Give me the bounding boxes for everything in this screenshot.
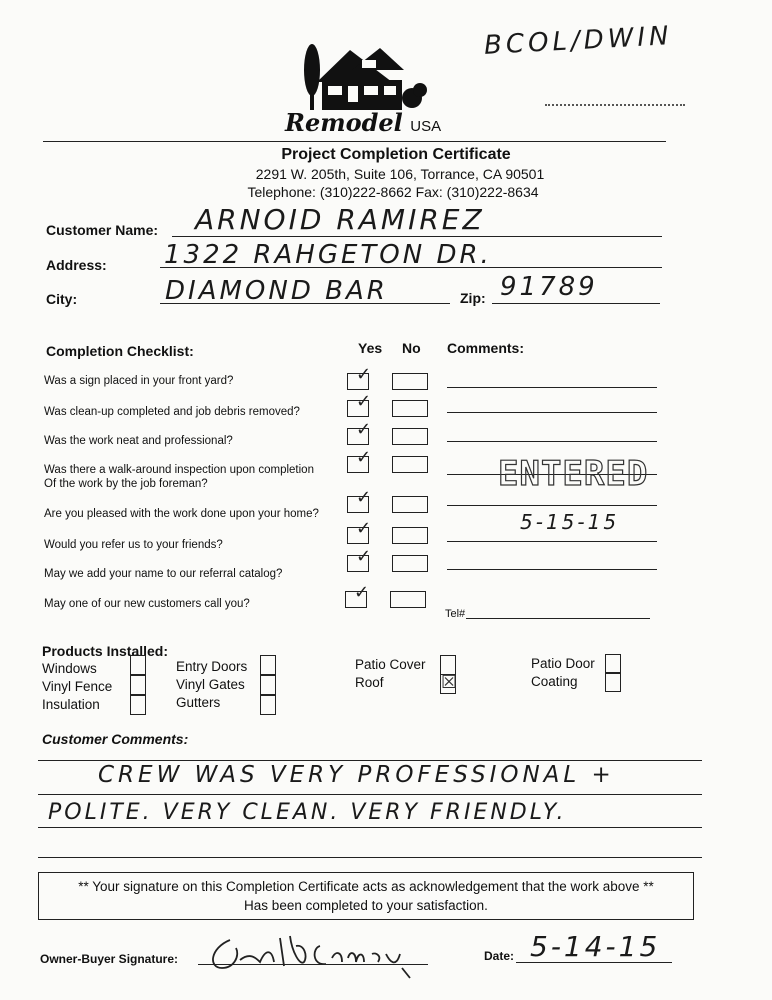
notice-line-1: ** Your signature on this Completion Certificate acts as acknowledgement that the work above ** (78, 879, 654, 894)
customer-name-line (172, 236, 662, 237)
roof-checkmark: ☒ (441, 672, 458, 692)
checkmark-2: ✓ (356, 391, 372, 411)
checkmark-8: ✓ (354, 582, 370, 602)
address-label: Address: (46, 257, 107, 273)
date-value[interactable]: 5-14-15 (530, 930, 661, 963)
customer-name-label: Customer Name: (46, 222, 159, 238)
notice-line-2: Has been completed to your satisfaction. (244, 898, 488, 913)
logo-suffix: USA (410, 118, 442, 135)
comment-line-3[interactable] (447, 441, 657, 442)
checklist-question-4-line2: Of the work by the job foreman? (44, 478, 208, 490)
product-vinyl-fence: Vinyl Fence (42, 679, 113, 694)
date-label: Date: (484, 949, 515, 963)
comments-line-4 (38, 857, 702, 858)
entry-doors-checkbox[interactable] (260, 655, 276, 675)
comment-line-2[interactable] (447, 412, 657, 413)
comments-column-header: Comments: (447, 340, 525, 356)
vinyl-fence-checkbox[interactable] (130, 675, 146, 695)
comment-line-1[interactable] (447, 387, 657, 388)
logo-brand: Remodel (285, 108, 403, 137)
products-title: Products Installed: (42, 643, 169, 659)
product-coating: Coating (531, 674, 578, 689)
comments-line-2 (38, 794, 702, 795)
no-checkbox-7[interactable] (392, 555, 428, 572)
company-address: 2291 W. 205th, Suite 106, Torrance, CA 90501 (255, 166, 545, 182)
no-checkbox-1[interactable] (392, 373, 428, 390)
product-vinyl-gates: Vinyl Gates (176, 677, 245, 692)
corner-handwritten-note: BCOL/DWIN (483, 21, 674, 61)
checklist-question-4-line1: Was there a walk-around inspection upon completion (44, 464, 314, 476)
product-patio-cover: Patio Cover (355, 657, 426, 672)
checkmark-5: ✓ (356, 487, 372, 507)
page-title: Project Completion Certificate (281, 146, 511, 163)
product-insulation: Insulation (42, 697, 100, 712)
checklist-question-2: Was clean-up completed and job debris removed? (44, 406, 300, 418)
checklist-question-8: May one of our new customers call you? (44, 598, 250, 610)
signature-label: Owner-Buyer Signature: (40, 952, 179, 966)
no-checkbox-5[interactable] (392, 496, 428, 513)
handwritten-signature-icon (200, 918, 430, 988)
product-roof: Roof (355, 675, 384, 690)
customer-comment-line-1[interactable]: CREW WAS VERY PROFESSIONAL + (98, 762, 615, 788)
scribble-marks (545, 104, 685, 108)
checkmark-4: ✓ (356, 447, 372, 467)
no-checkbox-6[interactable] (392, 527, 428, 544)
header-rule (43, 141, 666, 142)
checkmark-1: ✓ (356, 364, 372, 384)
coating-checkbox[interactable] (605, 672, 621, 692)
comment-line-7[interactable] (447, 569, 657, 570)
comment-line-5[interactable] (447, 505, 657, 506)
comments-line-1 (38, 760, 702, 761)
city-label: City: (46, 291, 78, 307)
products-column-4 (531, 655, 595, 691)
product-entry-doors: Entry Doors (176, 659, 248, 674)
tel-label: Tel# (445, 608, 466, 620)
comments-line-3 (38, 827, 702, 828)
checklist-question-1: Was a sign placed in your front yard? (44, 375, 234, 387)
products-column-1 (42, 660, 112, 714)
entered-stamp: ENTERED (498, 454, 649, 494)
customer-comments-title: Customer Comments: (42, 731, 189, 747)
products-column-3 (355, 656, 426, 692)
no-checkbox-3[interactable] (392, 428, 428, 445)
city-value[interactable]: DIAMOND BAR (165, 276, 388, 306)
checklist-question-4 (44, 463, 314, 491)
vinyl-gates-checkbox[interactable] (260, 675, 276, 695)
owner-signature[interactable] (200, 918, 430, 988)
gutters-checkbox[interactable] (260, 695, 276, 715)
products-column-2 (176, 658, 247, 712)
zip-label: Zip: (460, 290, 486, 306)
customer-comment-line-2[interactable]: POLITE. VERY CLEAN. VERY FRIENDLY. (48, 800, 567, 825)
checklist-title: Completion Checklist: (46, 343, 194, 359)
checklist-question-3: Was the work neat and professional? (44, 435, 233, 447)
patio-door-checkbox[interactable] (605, 654, 621, 674)
product-gutters: Gutters (176, 695, 221, 710)
address-value[interactable]: 1322 RAHGETON DR. (164, 240, 492, 270)
logo-wordmark (285, 108, 441, 137)
checklist-question-5: Are you pleased with the work done upon your home? (44, 508, 319, 520)
no-column-header: No (402, 340, 421, 356)
no-checkbox-2[interactable] (392, 400, 428, 417)
windows-checkbox[interactable] (130, 655, 146, 675)
zip-line (492, 303, 660, 304)
stamp-date: 5-15-15 (520, 510, 620, 534)
checklist-question-6: Would you refer us to your friends? (44, 539, 223, 551)
customer-name-value[interactable]: ARNOID RAMIREZ (195, 203, 485, 236)
no-checkbox-8[interactable] (390, 591, 426, 608)
product-windows: Windows (42, 661, 97, 676)
yes-column-header: Yes (358, 340, 383, 356)
tel-line[interactable] (466, 618, 650, 619)
checkmark-7: ✓ (356, 546, 372, 566)
acknowledgement-notice (38, 872, 694, 920)
zip-value[interactable]: 91789 (500, 272, 598, 302)
insulation-checkbox[interactable] (130, 695, 146, 715)
no-checkbox-4[interactable] (392, 456, 428, 473)
product-patio-door: Patio Door (531, 656, 595, 671)
checkmark-3: ✓ (356, 419, 372, 439)
checkmark-6: ✓ (356, 518, 372, 538)
comment-line-6[interactable] (447, 541, 657, 542)
checklist-question-7: May we add your name to our referral catalog? (44, 568, 283, 580)
company-phone: Telephone: (310)222-8662 Fax: (310)222-8634 (247, 184, 539, 200)
